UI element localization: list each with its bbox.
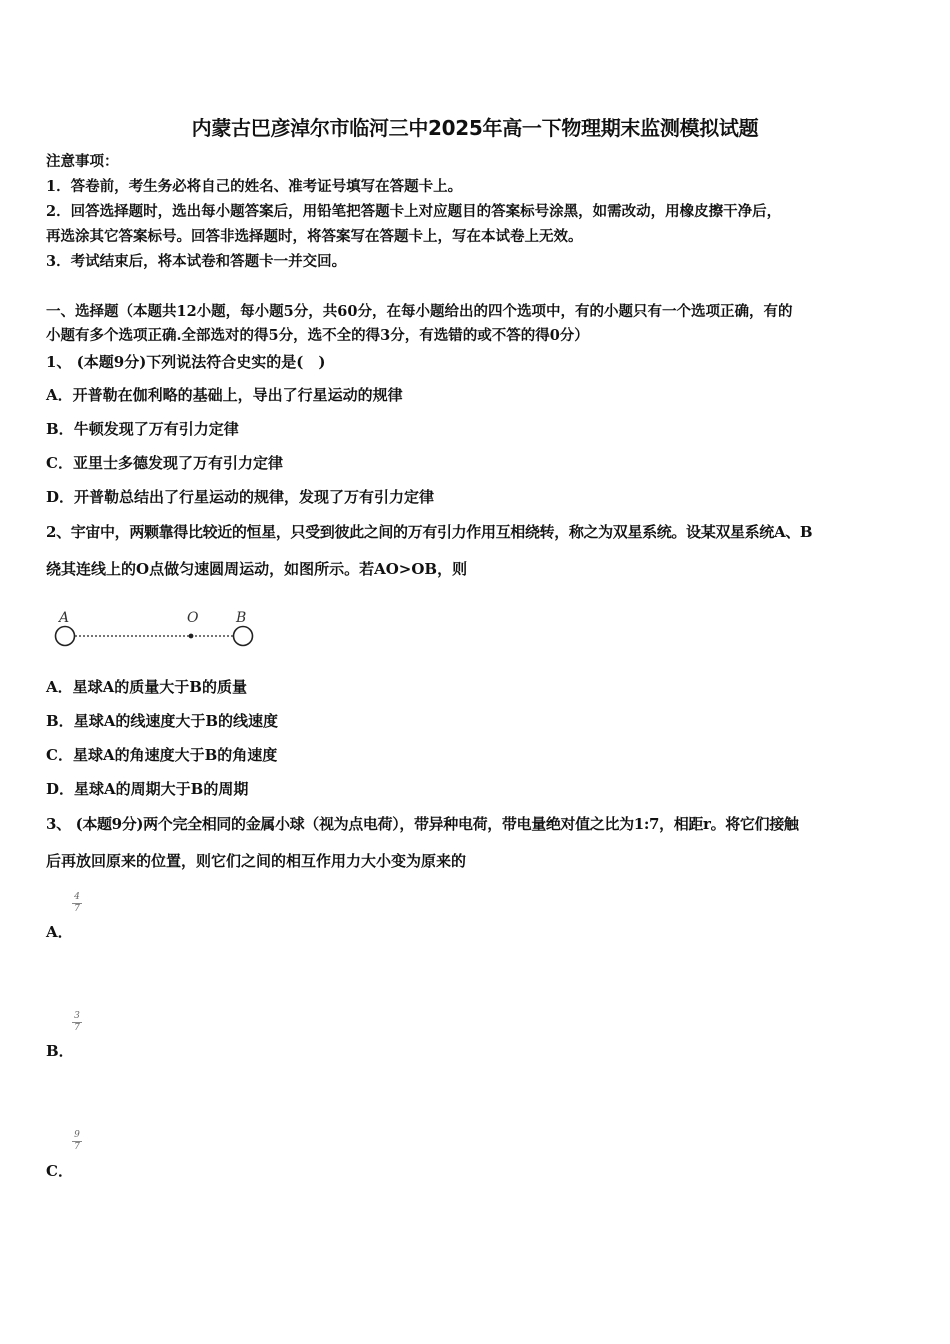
star-a-circle — [56, 627, 75, 646]
notice-item-3: 3．考试结束后，将本试卷和答题卡一并交回。 — [46, 253, 347, 270]
q3-stem-line1: 3、 (本题9分)两个完全相同的金属小球（视为点电荷），带异种电荷，带电量绝对值之比为1:7，相距r。将它们接触 — [46, 815, 799, 833]
option-text: 牛顿发现了万有引力定律 — [73, 420, 239, 438]
option-letter: B． — [46, 712, 74, 730]
denominator: 7 — [74, 1142, 80, 1152]
option-text: 开普勒总结出了行星运动的规律，发现了万有引力定律 — [74, 488, 435, 506]
q1-stem: 1、 (本题9分)下列说法符合史实的是( ) — [46, 353, 326, 371]
option-text: 星球A的角速度大于B的角速度 — [72, 746, 278, 764]
notice-heading: 注意事项： — [46, 153, 119, 170]
q1-option-b — [46, 419, 239, 439]
option-letter: D． — [46, 488, 75, 506]
section-instructions-line2: 小题有多个选项正确.全部选对的得5分，选不全的得3分，有选错的或不答的得0分） — [46, 327, 589, 344]
label-b: B — [236, 610, 247, 626]
q3-option-a: A． — [46, 923, 73, 941]
q2-option-c — [46, 745, 277, 765]
section-instructions-line1: 一、选择题（本题共12小题，每小题5分，共60分，在每小题给出的四个选项中，有的小题只有一个选项正确，有的 — [46, 303, 793, 320]
q1-option-d — [46, 487, 434, 507]
numerator: 4 — [74, 892, 80, 902]
option-letter: A． — [46, 386, 73, 404]
q2-option-b — [46, 711, 278, 731]
numerator: 3 — [74, 1011, 80, 1021]
center-point-o — [189, 634, 194, 639]
label-o: O — [187, 610, 199, 626]
q3-option-c: C． — [46, 1162, 73, 1180]
option-letter: C． — [46, 454, 73, 472]
q2-option-a — [46, 677, 247, 697]
q3-option-b-fraction — [72, 1012, 82, 1033]
notice-item-1: 1．答卷前，考生务必将自己的姓名、准考证号填写在答题卡上。 — [46, 178, 463, 195]
q2-stem-line1: 2、宇宙中，两颗靠得比较近的恒星，只受到彼此之间的万有引力作用互相绕转，称之为双星系统。设某双星系统A、B — [46, 523, 813, 541]
denominator: 7 — [74, 1023, 80, 1033]
notice-item-2: 2．回答选择题时，选出每小题答案后，用铅笔把答题卡上对应题目的答案标号涂黑，如需改动，用橡皮擦干净后， — [46, 203, 782, 220]
denominator: 7 — [74, 904, 80, 914]
notice-item-2-cont: 再选涂其它答案标号。回答非选择题时，将答案写在答题卡上，写在本试卷上无效。 — [46, 228, 583, 245]
numerator: 9 — [74, 1130, 80, 1140]
option-letter: D． — [46, 780, 75, 798]
q2-option-d — [46, 779, 248, 799]
option-letter: C． — [46, 746, 73, 764]
option-text: 亚里士多德发现了万有引力定律 — [72, 454, 283, 472]
q3-option-c-fraction — [72, 1131, 82, 1152]
option-letter: B． — [46, 420, 74, 438]
q1-option-a — [46, 385, 403, 405]
option-text: 星球A的线速度大于B的线速度 — [73, 712, 279, 730]
page-title: 内蒙古巴彦淖尔市临河三中2025年高一下物理期末监测模拟试题 — [191, 116, 759, 140]
q3-option-b: B． — [46, 1042, 74, 1060]
q3-stem-line2: 后再放回原来的位置，则它们之间的相互作用力大小变为原来的 — [46, 852, 467, 870]
option-text: 星球A的质量大于B的质量 — [72, 678, 247, 696]
option-text: 开普勒在伽利略的基础上，导出了行星运动的规律 — [72, 386, 403, 404]
binary-star-diagram — [50, 603, 265, 653]
star-b-circle — [234, 627, 253, 646]
option-letter: A． — [46, 678, 73, 696]
q2-stem-line2: 绕其连线上的O点做匀速圆周运动，如图所示。若AO>OB，则 — [46, 560, 468, 578]
q1-option-c — [46, 453, 283, 473]
option-text: 星球A的周期大于B的周期 — [74, 780, 249, 798]
q3-option-a-fraction — [72, 893, 82, 914]
label-a: A — [59, 610, 70, 626]
